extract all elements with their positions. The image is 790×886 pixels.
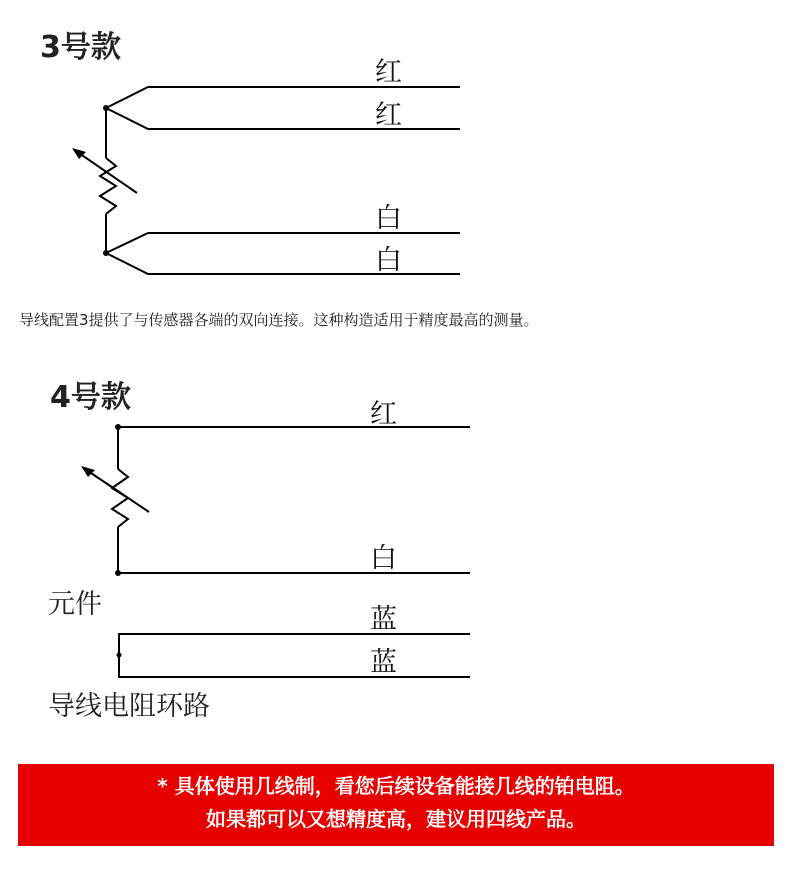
- diagram3-wire-label-2: 红: [375, 100, 402, 131]
- diagram3-wire-white-2: [106, 253, 460, 274]
- diagram4-resistor-zigzag: [112, 469, 128, 527]
- diagram4-wire-label-2: 白: [370, 543, 397, 574]
- diagram3-title: 3号款: [40, 30, 121, 65]
- diagram4-loop-node: [117, 653, 122, 658]
- diagram4-wiring: [85, 427, 470, 677]
- diagram4-wire-label-1: 红: [370, 399, 397, 430]
- notice-banner: [18, 764, 774, 846]
- diagram3-wire-label-4: 白: [375, 245, 402, 276]
- element-label: 元件: [48, 589, 102, 620]
- notice-line-2: 如果都可以又想精度高，建议用四线产品。: [206, 807, 586, 831]
- diagram4-wire-label-3: 蓝: [370, 604, 397, 635]
- diagram3-wire-label-1: 红: [375, 57, 402, 88]
- diagram4-wire-label-4: 蓝: [370, 647, 397, 678]
- diagram3-wire-red-1: [106, 87, 460, 108]
- diagram3-wire-label-3: 白: [375, 203, 402, 234]
- diagram3-node-bottom: [103, 250, 109, 256]
- wire-resistance-loop-label: 导线电阻环路: [48, 691, 210, 722]
- diagram4-node-top: [115, 424, 121, 430]
- diagram3-wiring: [76, 87, 460, 274]
- diagram3-wire-red-2: [106, 108, 460, 129]
- notice-line-1: * 具体使用几线制，看您后续设备能接几线的铂电阻。: [157, 774, 635, 798]
- diagram3-caption: 导线配置3提供了与传感器各端的双向连接。这种构造适用于精度最高的测量。: [19, 311, 539, 329]
- diagram3-node-top: [103, 105, 109, 111]
- diagram4-wire-blue-loop: [119, 634, 470, 677]
- diagram4-title: 4号款: [50, 380, 131, 415]
- diagram3-resistor-zigzag: [100, 158, 116, 214]
- diagram3-wire-white-1: [106, 233, 460, 253]
- diagram4-node-bottom: [115, 570, 121, 576]
